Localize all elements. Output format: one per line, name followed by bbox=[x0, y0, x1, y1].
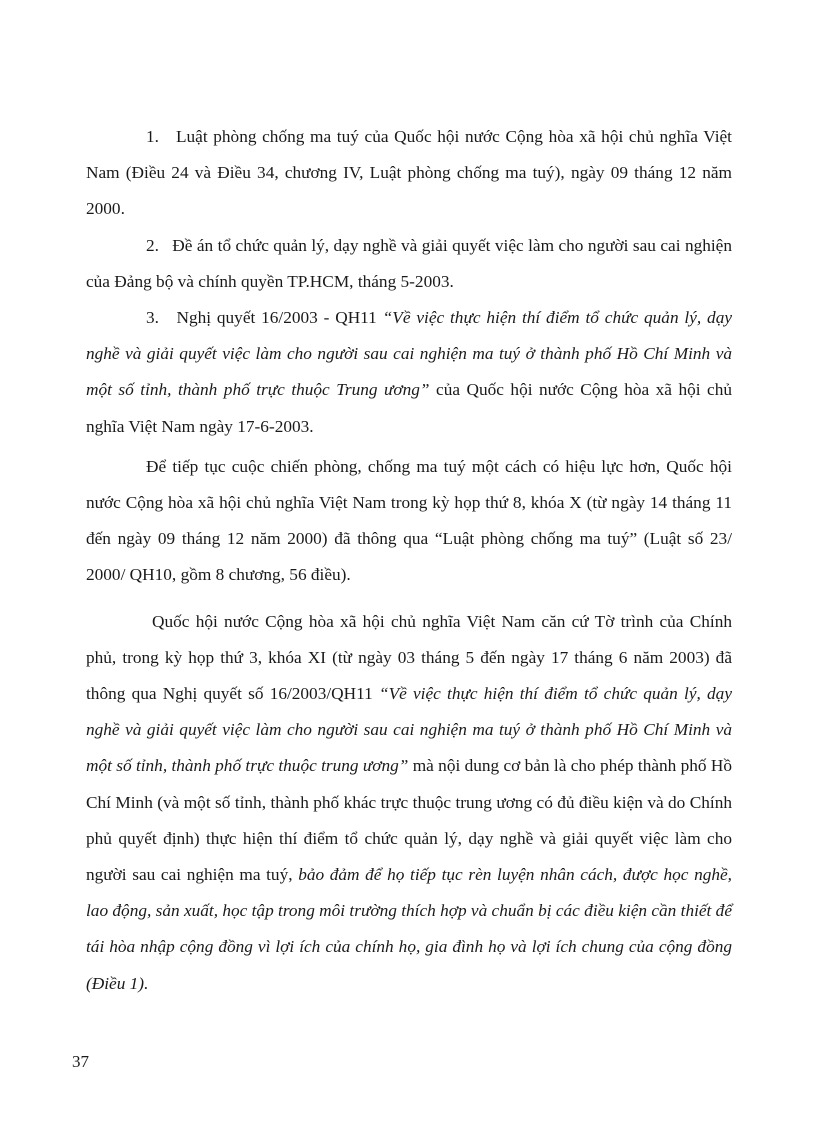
paragraph-2-middle: mà nội dung cơ bản là cho phép thành phố Hồ Chí Minh (và một số tỉnh, thành phố khác trực thuộc trung ương có đủ điều kiện và do Chính phủ quyết định) thực hiện thí điểm tổ chức quản lý, dạy nghề và giải quyết việc làm cho người sau cai nghiện ma tuý, bbox=[86, 756, 732, 885]
list-text-1: Luật phòng chống ma tuý của Quốc hội nước Cộng hòa xã hội chủ nghĩa Việt Nam (Điều 24 và Điều 34, chương IV, Luật phòng chống ma tuý), ngày 09 tháng 12 năm 2000. bbox=[86, 127, 732, 219]
list-text-3-before: Nghị quyết 16/2003 - QH11 bbox=[176, 308, 383, 328]
list-number-2: 2. bbox=[146, 235, 159, 255]
paragraph-1: Để tiếp tục cuộc chiến phòng, chống ma tuý một cách có hiệu lực hơn, Quốc hội nước Cộng hòa xã hội chủ nghĩa Việt Nam trong kỳ họp thứ 8, khóa X (từ ngày 14 tháng 11 đến ngày 09 tháng 12 năm 2000) đã thông qua “Luật phòng chống ma tuý” (Luật số 23/ 2000/ QH10, gồm 8 chương, 56 điều). bbox=[86, 456, 732, 585]
body-text bbox=[86, 119, 732, 1002]
paragraph-2 bbox=[86, 604, 732, 1002]
list-text-3-italic: “Về việc thực hiện thí điểm tổ chức quản lý, dạy nghề và giải quyết việc làm cho người sau cai nghiện ma tuý ở thành phố Hồ Chí Minh và một số tỉnh, thành phố trực thuộc Trung ương” bbox=[86, 308, 733, 400]
list-text-2: Đề án tổ chức quản lý, dạy nghề và giải quyết việc làm cho người sau cai nghiện của Đảng bộ và chính quyền TP.HCM, tháng 5-2003. bbox=[86, 235, 732, 291]
page-number: 37 bbox=[72, 1052, 89, 1071]
list-number-1: 1. bbox=[146, 127, 159, 146]
list-text-3-after: của Quốc hội nước Cộng hòa xã hội chủ nghĩa Việt Nam ngày 17-6-2003. bbox=[86, 380, 732, 436]
list-item-2 bbox=[86, 228, 732, 300]
list-number-3: 3. bbox=[146, 308, 159, 328]
paragraph-2-italic: “Về việc thực hiện thí điểm tổ chức quản lý, dạy nghề và giải quyết việc làm cho người sau cai nghiện ma tuý ở thành phố Hồ Chí Minh và một số tỉnh, thành phố trực thuộc trung ương” bbox=[86, 684, 732, 776]
list-item-1 bbox=[86, 119, 732, 228]
paragraph-2-italic-end: bảo đảm để họ tiếp tục rèn luyện nhân cách, được học nghề, lao động, sản xuất, học tập trong môi trường thích hợp và chuẩn bị các điều kiện cần thiết để tái hòa nhập cộng đồng vì lợi ích của chính họ, gia đình họ và lợi ích chung của cộng đồng (Điều 1). bbox=[86, 865, 732, 993]
paragraph-2-before: Quốc hội nước Cộng hòa xã hội chủ nghĩa Việt Nam căn cứ Tờ trình của Chính phủ, trong kỳ họp thứ 3, khóa XI (từ ngày 03 tháng 5 đến ngày 17 tháng 6 năm 2003) đã thông qua Nghị quyết số 16/2003/QH11 bbox=[86, 611, 732, 704]
list-item-3 bbox=[86, 300, 732, 445]
